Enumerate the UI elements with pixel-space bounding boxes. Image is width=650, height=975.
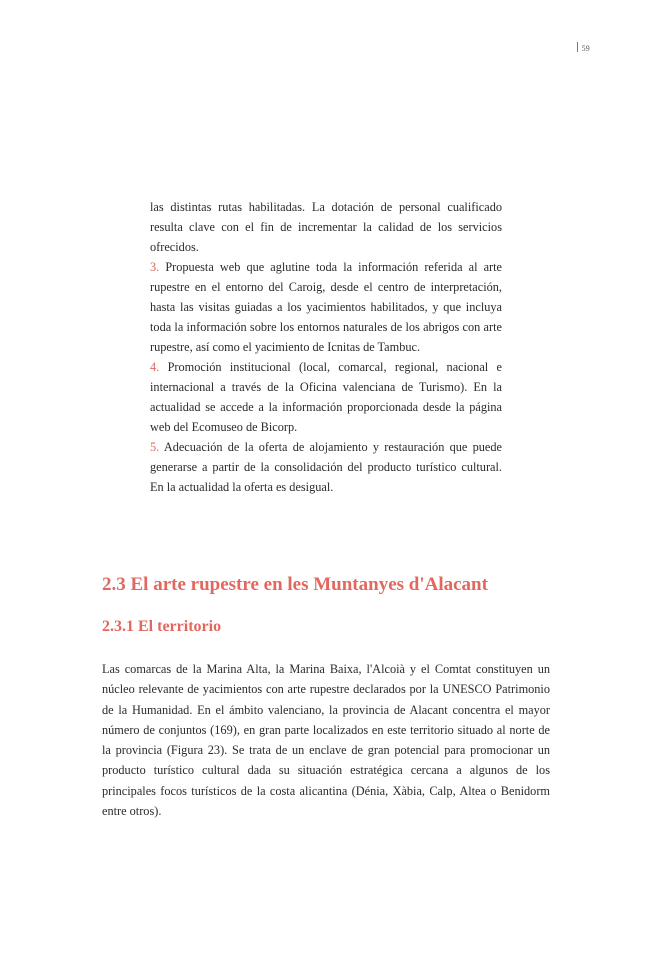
- list-item-text: Adecuación de la oferta de alojamiento y restauración que puede generarse a partir de la consolidación del producto turístico cultural. En la actualidad la oferta es desigual.: [150, 440, 502, 494]
- list-item: [150, 257, 502, 357]
- list-item-text: Propuesta web que aglutine toda la información referida al arte rupestre en el entorno del Caroig, desde el centro de interpretación, hasta las visitas guiadas a los yacimientos habilitados, y que incluya toda la información sobre los entornos naturales de los abrigos con arte rupestre, así como el yacimiento de Icnitas de Tambuc.: [150, 260, 502, 354]
- list-item: [150, 357, 502, 437]
- list-item-number: 3.: [150, 260, 160, 274]
- body-paragraph: Las comarcas de la Marina Alta, la Marina Baixa, l'Alcoià y el Comtat constituyen un núcleo relevante de yacimientos con arte rupestre declarados por la UNESCO Patrimonio de la Humanidad. En el ámbito valenciano, la provincia de Alacant concentra el mayor número de conjuntos (169), en gran parte localizados en este territorio situado al norte de la provincia (Figura 23). Se trata de un enclave de gran potencial para promocionar un producto turístico cultural dada su situación estratégica cercana a algunos de los principales focos turísticos de la costa alicantina (Dénia, Xàbia, Calp, Altea o Benidorm entre otros).: [102, 662, 550, 819]
- list-item-text: Promoción institucional (local, comarcal, regional, nacional e internacional a través de la Oficina valenciana de Turismo). En la actualidad se accede a la información proporcionada desde la página web del Ecomuseo de Bicorp.: [150, 360, 502, 434]
- list-item-number: 5.: [150, 440, 160, 454]
- list-item-number: 4.: [150, 360, 160, 374]
- list-item: [150, 437, 502, 497]
- recommendations-list: [150, 197, 502, 497]
- subsection-heading: 2.3.1 El territorio: [102, 618, 222, 635]
- page-number: [577, 42, 590, 53]
- page-number-divider: [577, 42, 578, 52]
- section-heading: 2.3 El arte rupestre en les Muntanyes d'Alacant: [102, 574, 488, 595]
- continuation-text: las distintas rutas habilitadas. La dotación de personal cualificado resulta clave con el fin de incrementar la calidad de los servicios ofrecidos.: [150, 200, 502, 254]
- page-number-value: 59: [581, 44, 590, 53]
